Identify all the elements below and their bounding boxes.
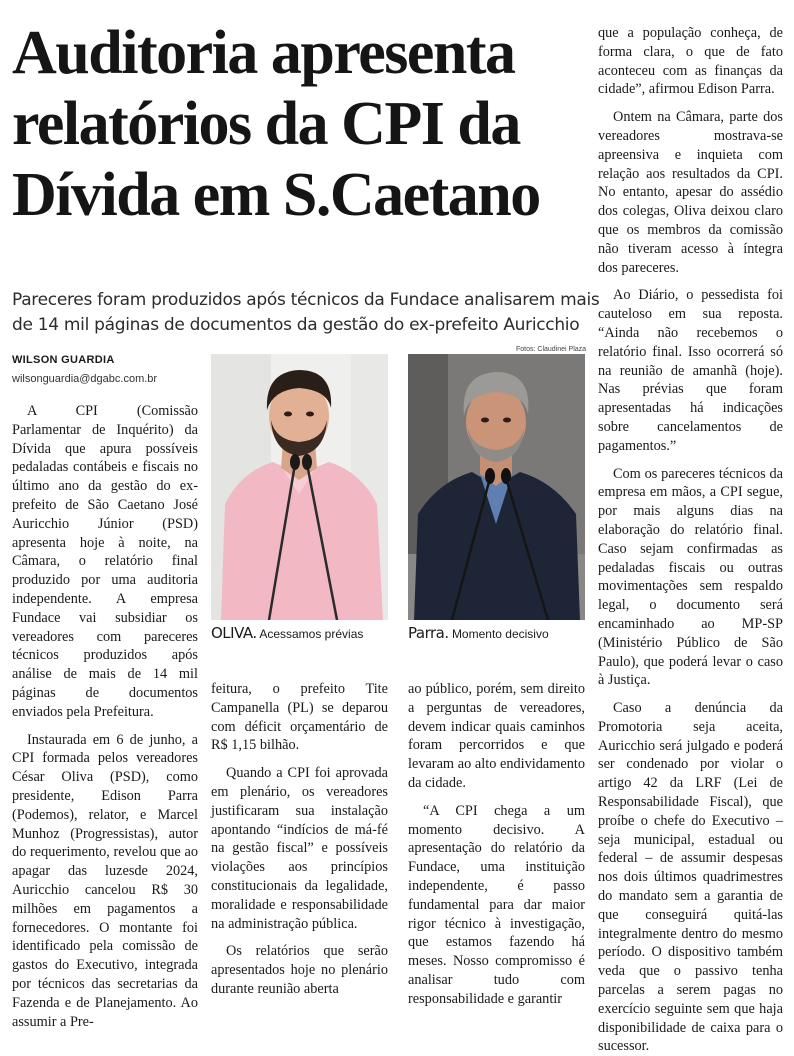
photo-caption-parra xyxy=(408,624,549,642)
subheadline xyxy=(12,288,600,338)
subheadline-line: Pareceres foram produzidos após técnicos da Fundace analisarem mais xyxy=(12,290,600,310)
article-column-4 xyxy=(598,24,783,1056)
article-paragraph: que a população conheça, de forma clara, o que de fato aconteceu com as finanças da cidade”, afirmou Edison Parra. xyxy=(598,25,783,98)
article-paragraph: Instaurada em 6 de junho, a CPI formada pelos vereadores César Oliva (PSD), como presidente, Edison Parra (Podemos), relator, e Marcel Munhoz (Progressistas), autor do requerimento, revelou que ao apagar das luzesde 2024, Auricchio cancelou R$ 30 milhões em pagamentos a fornecedores. O montante foi identificado pela comissão de gastos do Executivo, integrada por técnicos das secretarias da Fazenda e de Planejamento. Ao assumir a Pre- xyxy=(12,731,198,1030)
headline-line: relatórios da CPI da xyxy=(12,90,520,158)
article-column-1 xyxy=(12,402,198,1031)
headline-line: Dívida em S.Caetano xyxy=(12,161,540,229)
subheadline-line: de 14 mil páginas de documentos da gestão do ex-prefeito Auricchio xyxy=(12,315,580,335)
caption-text: Momento decisivo xyxy=(451,627,549,641)
photo-credit: Fotos: Claudinei Plaza xyxy=(516,346,587,353)
photo-parra-illustration xyxy=(408,354,585,620)
byline-email[interactable]: wilsonguardia@dgabc.com.br xyxy=(12,373,158,385)
article-paragraph: Caso a denúncia da Promotoria seja aceita, Auricchio será julgado e poderá ser condenado por violar o artigo 42 da LRF (Lei de Responsabilidade Fiscal), que proíbe o chefe do Executivo – seja municipal, estadual ou federal – de assumir despesas nos dois últimos quadrimestres do mandato sem a garantia de que conseguirá quitá-las integralmente dentro do mesmo período. O dispositivo também veda que o passivo tenha parcelas a serem pagas no exercício seguinte sem que haja disponibilidade de caixa para o sucessor. xyxy=(598,700,783,1055)
byline-author: WILSON GUARDIA xyxy=(12,354,115,366)
article-paragraph: Quando a CPI foi aprovada em plenário, os vereadores justificaram sua instalação apontando “indícios de má-fé na gestão fiscal” e possíveis violações aos princípios constitucionais da legalidade, moralidade e responsabilidade na administração pública. xyxy=(211,765,388,932)
article-paragraph: “A CPI chega a um momento decisivo. A apresentação do relatório da Fundace, uma instituição independente, é passo fundamental para dar maior rigor técnico à investigação, que estamos fazendo há meses. Nosso compromisso é analisar tudo com responsabilidade e garantir xyxy=(408,802,585,1007)
article-paragraph: ao público, porém, sem direito a perguntas de vereadores, devem indicar quais caminhos foram percorridos e que levaram ao alto endividamento da cidade. xyxy=(408,681,585,791)
article-paragraph: Ao Diário, o pessedista foi cauteloso em sua reposta. “Ainda não recebemos o relatório final. Isso ocorrerá só na reunião de amanhã (hoje). Nas prévias que foram apresentadas há indicações sobre cancelamentos de pagamentos.” xyxy=(598,287,783,454)
article-paragraph: Ontem na Câmara, parte dos vereadores mostrava-se apreensiva e inquieta com relação aos resultados da CPI. No entanto, apesar do assédio dos colegas, Oliva deixou claro que os membros da comissão não tiveram acesso à íntegra dos pareceres. xyxy=(598,109,783,276)
caption-text: Acessamos prévias xyxy=(259,627,364,641)
article-column-2 xyxy=(211,680,388,999)
headline-line: Auditoria apresenta xyxy=(12,19,515,87)
photo-oliva-illustration xyxy=(211,354,388,620)
caption-name: Parra. xyxy=(408,624,449,642)
caption-name: OLIVA. xyxy=(211,624,257,642)
article-paragraph: Os relatórios que serão apresentados hoje no plenário durante reunião aberta xyxy=(211,943,388,997)
photo-caption-oliva xyxy=(211,624,363,642)
article-paragraph: feitura, o prefeito Tite Campanella (PL) se deparou com déficit orçamentário de R$ 1,15 bilhão. xyxy=(211,681,388,754)
article-paragraph: Com os pareceres técnicos da empresa em mãos, a CPI segue, por mais alguns dias na elaboração do relatório final. Caso sejam confirmadas as pedaladas fiscais ou outras movimentações sem respaldo legal, o documento será encaminhado ao MP-SP (Ministério Público de São Paulo), que poderá levar o caso à Justiça. xyxy=(598,465,783,689)
headline xyxy=(12,18,592,231)
article-paragraph: A CPI (Comissão Parlamentar de Inquérito) da Dívida que apura possíveis pedaladas contábeis e fiscais no último ano da gestão do ex-prefeito de São Caetano José Auricchio Júnior (PSD) apresenta hoje à noite, na Câmara, o relatório final produzido por uma auditoria independente. A empresa Fundace vai subsidiar os vereadores com pareceres técnicos produzidos após análise de mais de 14 mil páginas de documentos enviados pela Prefeitura. xyxy=(12,403,198,720)
article-column-3 xyxy=(408,680,585,1009)
photo-oliva xyxy=(211,354,388,620)
photo-parra xyxy=(408,354,585,620)
